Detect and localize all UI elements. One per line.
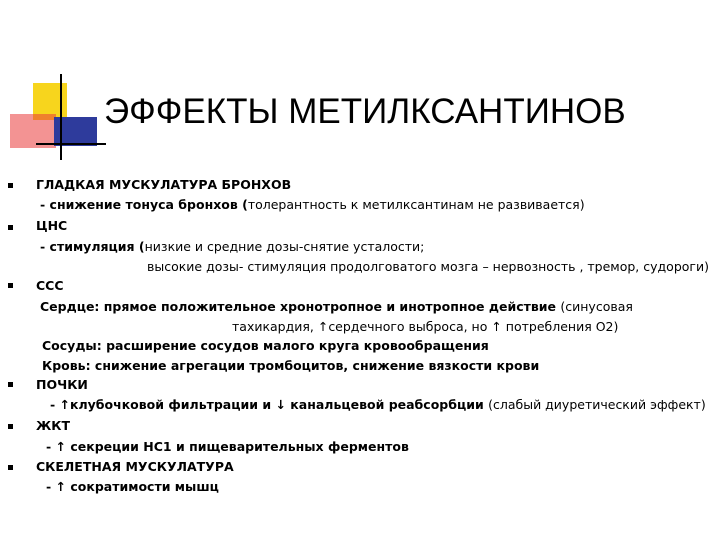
slide-title: ЭФФЕКТЫ МЕТИЛКСАНТИНОВ: [104, 92, 626, 131]
effect-line-blood: Кровь: снижение агрегации тромбоцитов, снижение вязкости крови: [42, 358, 540, 373]
effect-line-heart: Сердце: прямое положительное хронотропное и инотропное действие (синусовая: [40, 299, 633, 314]
bullet-marker: [8, 424, 13, 429]
section-heading-cns: ЦНС: [36, 218, 68, 233]
effect-line: - ↑клубочковой фильтрации и ↓ канальцевой реабсорбции (слабый диуретический эффект): [50, 397, 706, 412]
decor-vertical-line: [60, 74, 62, 160]
effect-line-continuation: высокие дозы- стимуляция продолговатого мозга – нервозность , тремор, судороги): [147, 259, 709, 274]
bullet-marker: [8, 283, 13, 288]
decor-horizontal-line: [36, 143, 106, 145]
section-heading-skeletal: СКЕЛЕТНАЯ МУСКУЛАТУРА: [36, 459, 234, 474]
section-heading-bronchi: ГЛАДКАЯ МУСКУЛАТУРА БРОНХОВ: [36, 177, 292, 192]
section-heading-git: ЖКТ: [36, 418, 71, 433]
bullet-marker: [8, 225, 13, 230]
bullet-marker: [8, 382, 13, 387]
section-heading-cvs: ССС: [36, 278, 64, 293]
effect-line: - стимуляция (низкие и средние дозы-снятие усталости;: [40, 239, 425, 254]
section-heading-kidneys: ПОЧКИ: [36, 377, 88, 392]
effect-line-continuation: тахикардия, ↑сердечного выброса, но ↑ потребления О2): [232, 319, 619, 334]
effect-line-vessels: Сосуды: расширение сосудов малого круга кровообращения: [42, 338, 489, 353]
effect-line: - ↑ секреции НС1 и пищеварительных ферментов: [46, 439, 409, 454]
effect-line: - снижение тонуса бронхов (толерантность к метилксантинам не развивается): [40, 197, 585, 212]
bullet-marker: [8, 465, 13, 470]
effect-line: - ↑ сократимости мышц: [46, 479, 219, 494]
bullet-marker: [8, 183, 13, 188]
